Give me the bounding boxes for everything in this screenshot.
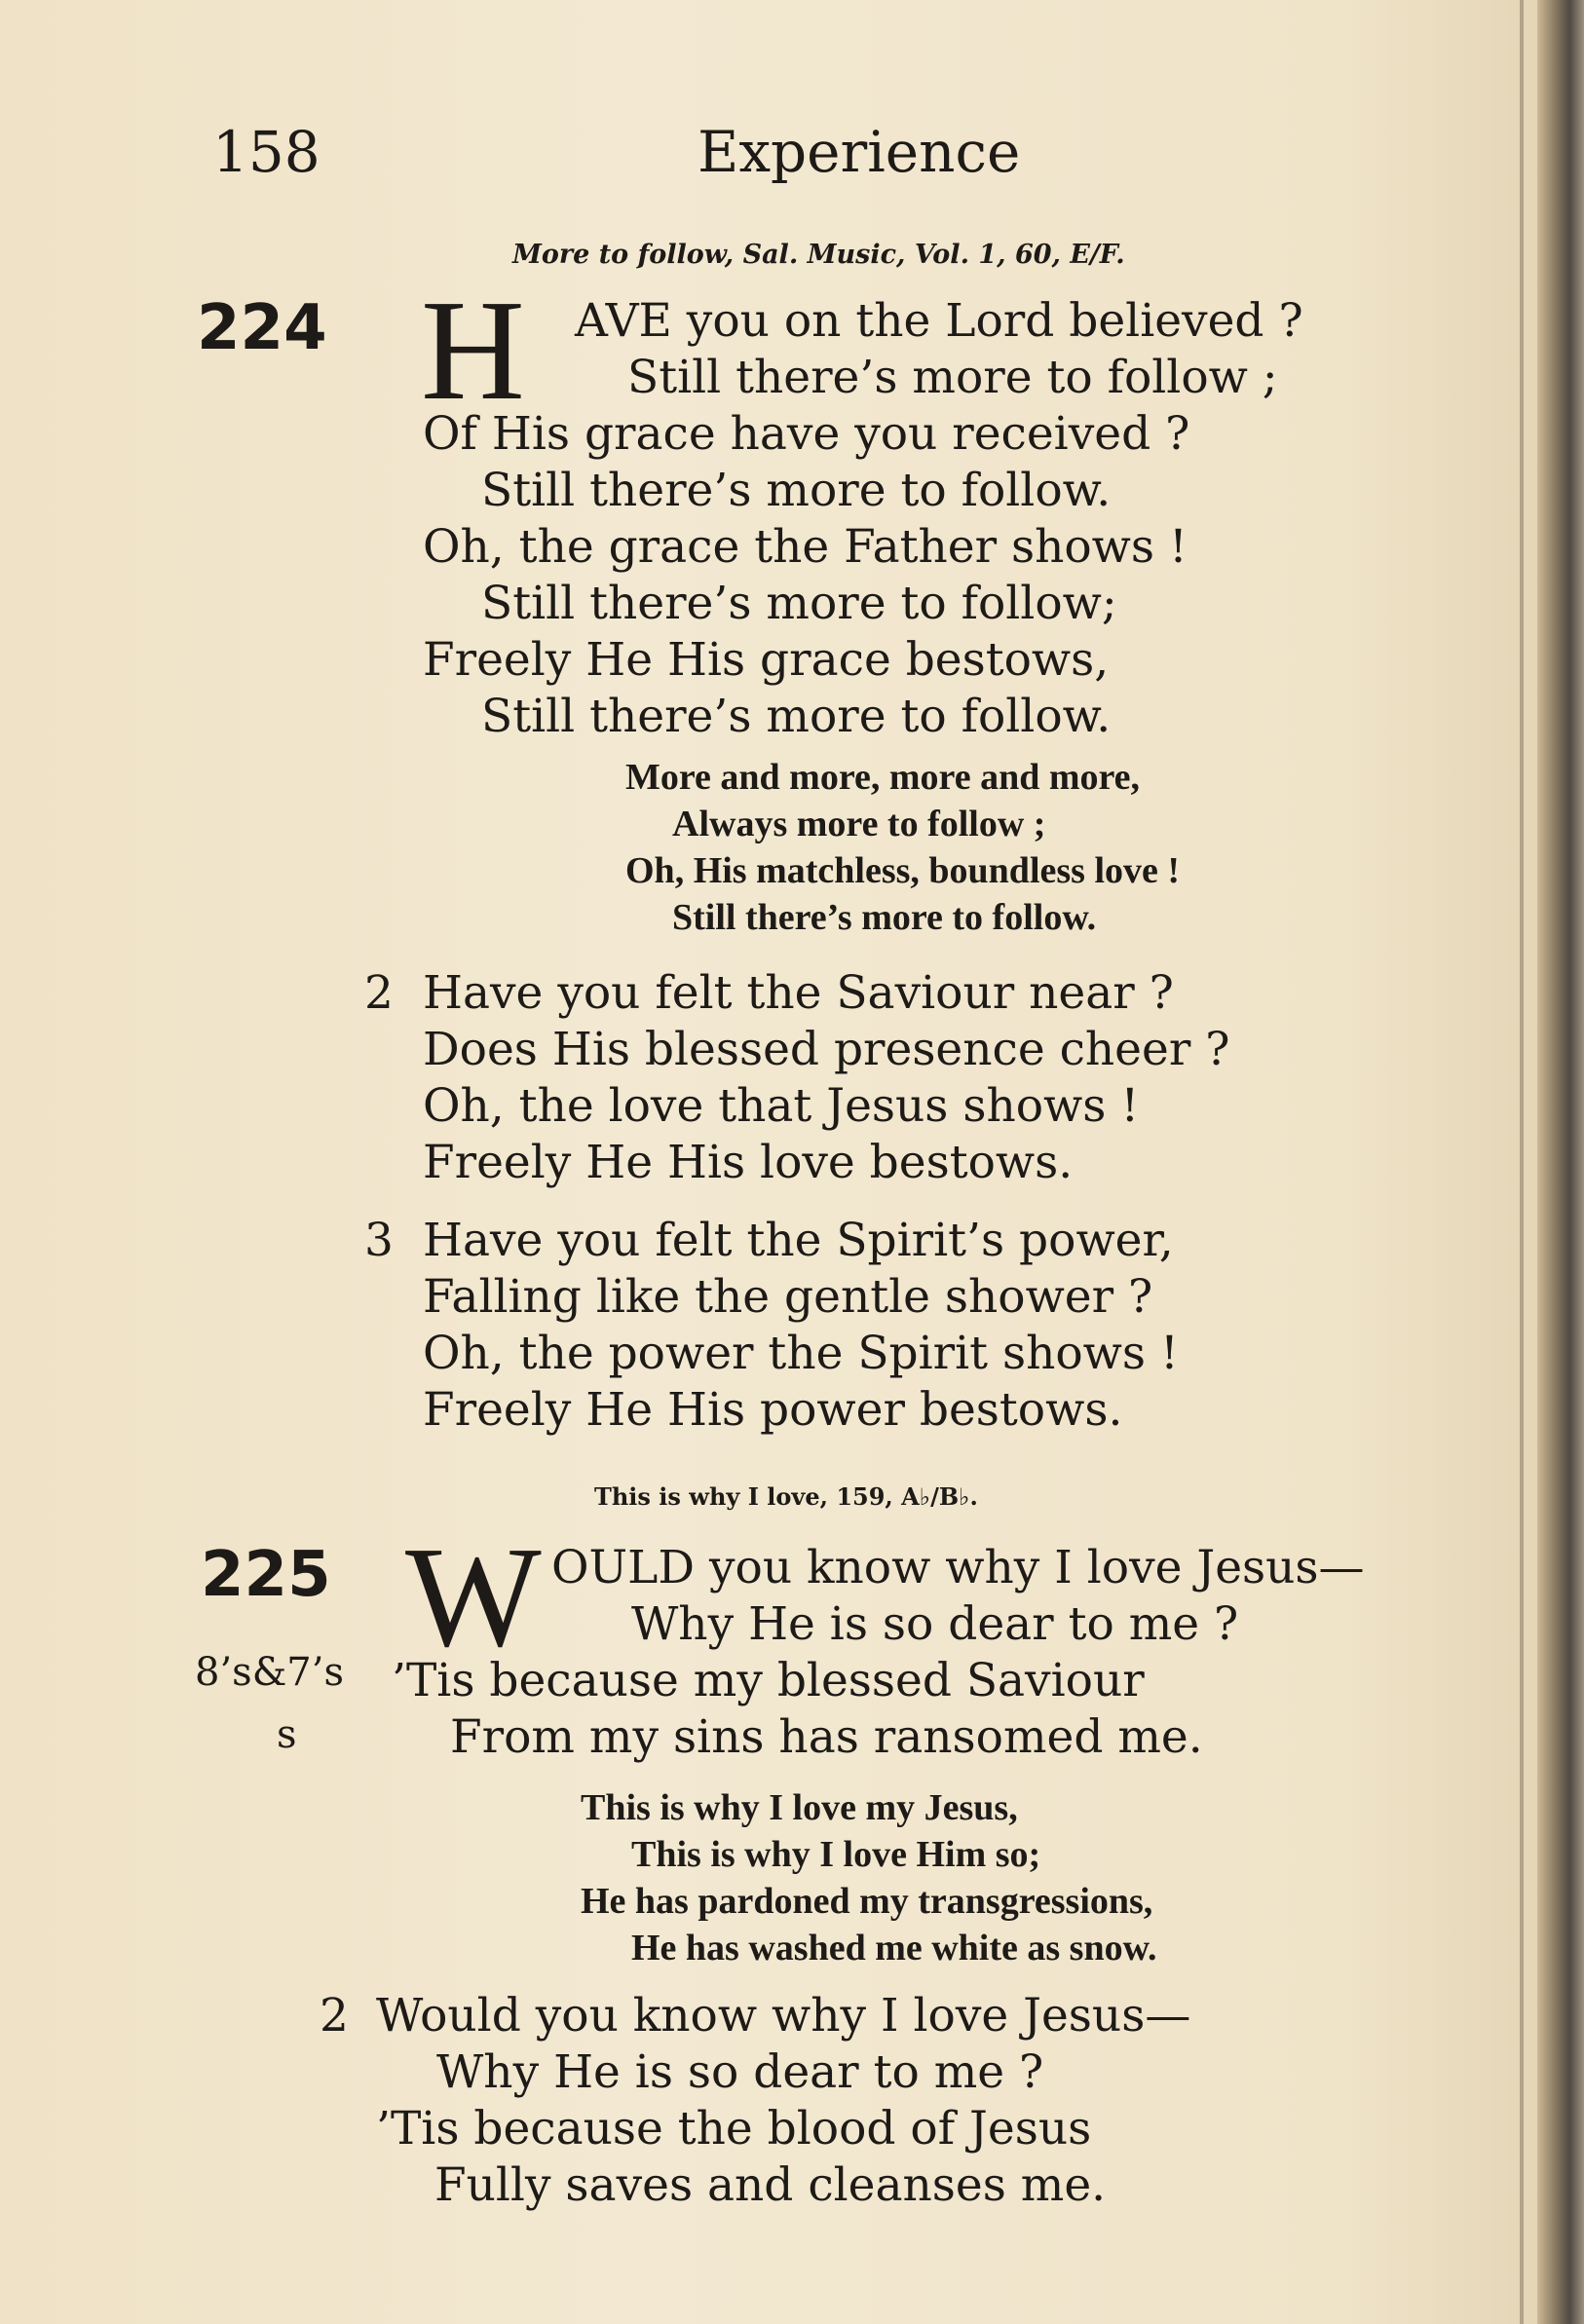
hymn-225-verse-2-number: 2	[320, 1989, 349, 2043]
hymn-225-v2-line-3: ’Tis because the blood of Jesus	[376, 2102, 1092, 2155]
hymn-225-chorus-line-1: This is why I love my Jesus,	[581, 1787, 1018, 1828]
hymn-224-chorus-line-3: Oh, His matchless, boundless love !	[625, 850, 1181, 891]
hymn-224-v1-line-5: Oh, the grace the Father shows !	[423, 520, 1188, 574]
page-number: 158	[212, 119, 321, 185]
hymn-225-v1-line-3: ’Tis because my blessed Saviour	[392, 1654, 1145, 1707]
hymn-224-v1-line-3: Of His grace have you received ?	[423, 407, 1190, 461]
hymn-224-chorus-line-2: Always more to follow ;	[672, 804, 1046, 844]
hymn-224-dropcap: H	[421, 271, 525, 431]
hymn-225-v1-line-1: OULD you know why I love Jesus—	[551, 1541, 1365, 1594]
hymn-224-v2-line-3: Oh, the love that Jesus shows !	[423, 1079, 1140, 1133]
hymn-224-tune-note: More to follow, Sal. Music, Vol. 1, 60, E/F.	[512, 240, 1125, 270]
hymn-225-chorus-line-3: He has pardoned my transgressions,	[581, 1881, 1153, 1922]
hymn-225-chorus-line-4: He has washed me white as snow.	[631, 1928, 1157, 1968]
hymn-225-meter: 8’s&7’s	[195, 1650, 344, 1695]
hymn-224-v3-line-4: Freely He His power bestows.	[423, 1383, 1123, 1437]
hymn-225-tune-note: This is why I love, 159, A♭/B♭.	[594, 1482, 978, 1511]
hymn-225-v2-line-2: Why He is so dear to me ?	[436, 2045, 1044, 2099]
hymn-224-v2-line-2: Does His blessed presence cheer ?	[423, 1023, 1230, 1076]
hymn-224-v3-line-3: Oh, the power the Spirit shows !	[423, 1327, 1179, 1380]
hymn-224-v1-line-7: Freely He His grace bestows,	[423, 633, 1110, 687]
hymn-224-v3-line-1: Have you felt the Spirit’s power,	[423, 1214, 1174, 1267]
hymn-224-v1-line-1: AVE you on the Lord believed ?	[575, 294, 1303, 348]
hymn-225-chorus-line-2: This is why I love Him so;	[631, 1834, 1041, 1875]
hymn-224-chorus-line-4: Still there’s more to follow.	[672, 897, 1097, 938]
hymn-224-v1-line-2: Still there’s more to follow ;	[627, 351, 1278, 404]
hymn-224-verse-2-number: 2	[364, 966, 394, 1020]
hymn-225-number: 225	[201, 1539, 331, 1611]
hymn-224-v1-line-4: Still there’s more to follow.	[481, 464, 1112, 517]
running-head: Experience	[698, 119, 1021, 185]
hymn-225-v2-line-1: Would you know why I love Jesus—	[376, 1989, 1191, 2043]
hymn-224-v1-line-8: Still there’s more to follow.	[481, 690, 1112, 743]
book-spine	[1537, 0, 1584, 2324]
hymn-224-v1-line-6: Still there’s more to follow;	[481, 577, 1117, 630]
hymn-225-dropcap: W	[405, 1518, 542, 1677]
hymn-224-number: 224	[197, 292, 327, 364]
hymn-225-v1-line-2: Why He is so dear to me ?	[631, 1597, 1239, 1651]
hymn-225-v2-line-4: Fully saves and cleanses me.	[434, 2158, 1107, 2212]
hymn-224-chorus-line-1: More and more, more and more,	[625, 757, 1141, 798]
hymn-224-verse-3-number: 3	[364, 1214, 394, 1267]
hymn-224-v3-line-2: Falling like the gentle shower ?	[423, 1270, 1153, 1324]
hymn-224-v2-line-4: Freely He His love bestows.	[423, 1136, 1074, 1189]
hymn-224-v2-line-1: Have you felt the Saviour near ?	[423, 966, 1174, 1020]
gutter-shadow	[1520, 0, 1524, 2324]
hymn-225-v1-line-4: From my sins has ransomed me.	[450, 1710, 1203, 1764]
hymn-225-meter-suffix: s	[277, 1712, 297, 1757]
